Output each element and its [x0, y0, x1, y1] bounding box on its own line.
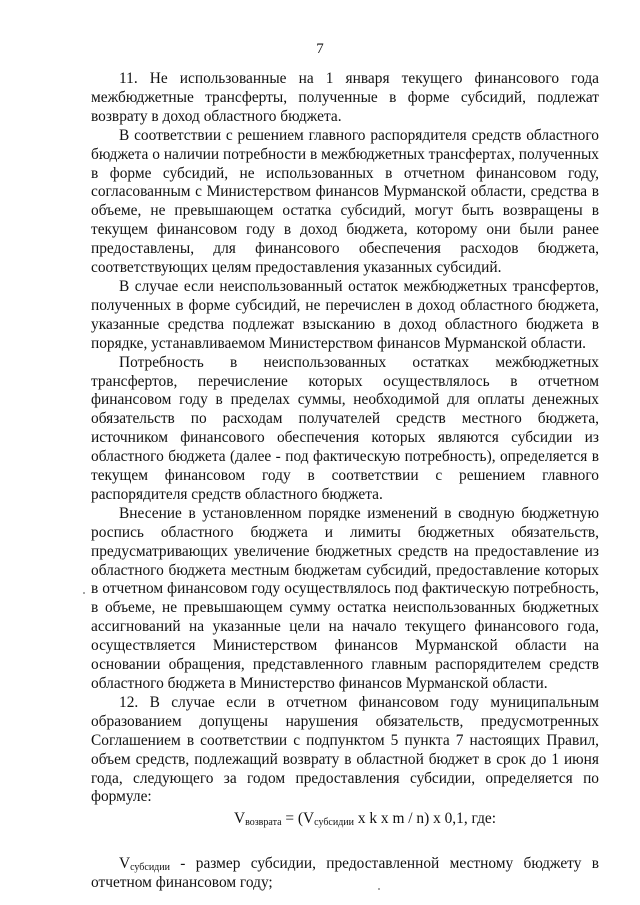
paragraph-amendments: Внесение в установленном порядке изменений в сводную бюджетную роспись областного бюджета и лимиты бюджетных обязательств, предусматривающих увеличение бюджетных средств на предоставление из областного бюджета местным бюджетам субсидий, предоставление которых в отчетном финансовом году осуществлялось под фактическую потребность, в объеме, не превышающем сумму остатка неиспользованных бюджетных ассигнований на указанные цели на начало текущего финансового года, осуществляется Министерством финансов Мурманской области на основании обращения, представленного главным распорядителем средств областного бюджета в Министерство финансов Мурманской области. [91, 504, 599, 692]
formula-rhs-subscript: субсидии [314, 817, 354, 829]
paragraph-decision: В соответствии с решением главного распорядителя средств областного бюджета о наличии потребности в межбюджетных трансфертах, полученных в форме субсидий, не использованных в отчетном финансовом году, согласованным с Министерством финансов Мурманской области, средства в объеме, не превышающем остатка субсидий, могут быть возвращены в текущем финансовом году в доход бюджета, которому они были ранее предоставлены, для финансового обеспечения расходов бюджета, соответствующих целям предоставления указанных субсидий. [91, 126, 599, 277]
scan-speck [83, 592, 85, 594]
paragraph-12: 12. В случае если в отчетном финансовом году муниципальным образованием допущены нарушения обязательств, предусмотренных Соглашением в соответствии с подпунктом 5 пункта 7 настоящих Правил, объем средств, подлежащий возврату в областной бюджет в срок до 1 июня года, следующего за годом предоставления субсидии, определяется по формуле: [91, 693, 599, 806]
definition-symbol: V [119, 855, 131, 873]
paragraph-need: Потребность в неиспользованных остатках межбюджетных трансфертов, перечисление которых осуществлялось в отчетном финансовом году в пределах суммы, необходимой для оплаты денежных обязательств по расходам получателей средств местного бюджета, источником финансового обеспечения которых являются субсидии из областного бюджета (далее - под фактическую потребность), определяется в текущем финансовом году в соответствии с решением главного распорядителя средств областного бюджета. [91, 353, 599, 503]
paragraph-recovery: В случае если неиспользованный остаток межбюджетных трансфертов, полученных в форме субсидий, не перечислен в доход областного бюджета, указанные средства подлежат взысканию в доход областного бюджета в порядке, устанавливаемом Министерством финансов Мурманской области. [91, 277, 599, 352]
definition-text: - размер субсидии, предоставленной местному бюджету в отчетном финансовом году; [91, 855, 599, 892]
formula-lhs-subscript: возврата [245, 817, 282, 829]
refund-formula [91, 810, 599, 829]
paragraph-11: 11. Не использованные на 1 января текущего финансового года межбюджетные трансферты, полученные в форме субсидий, подлежат возврату в доход областного бюджета. [91, 70, 599, 125]
formula-lhs: V [233, 810, 246, 828]
definition-v-subsidy [91, 855, 599, 893]
formula-rest: x k x m / n) x 0,1, где: [353, 810, 497, 828]
spacer [91, 829, 599, 855]
document-body [91, 70, 599, 893]
definition-symbol-subscript: субсидии [130, 862, 170, 874]
scan-speck [378, 888, 380, 890]
formula-eq: = (V [281, 810, 315, 828]
page-number: 7 [316, 41, 324, 57]
